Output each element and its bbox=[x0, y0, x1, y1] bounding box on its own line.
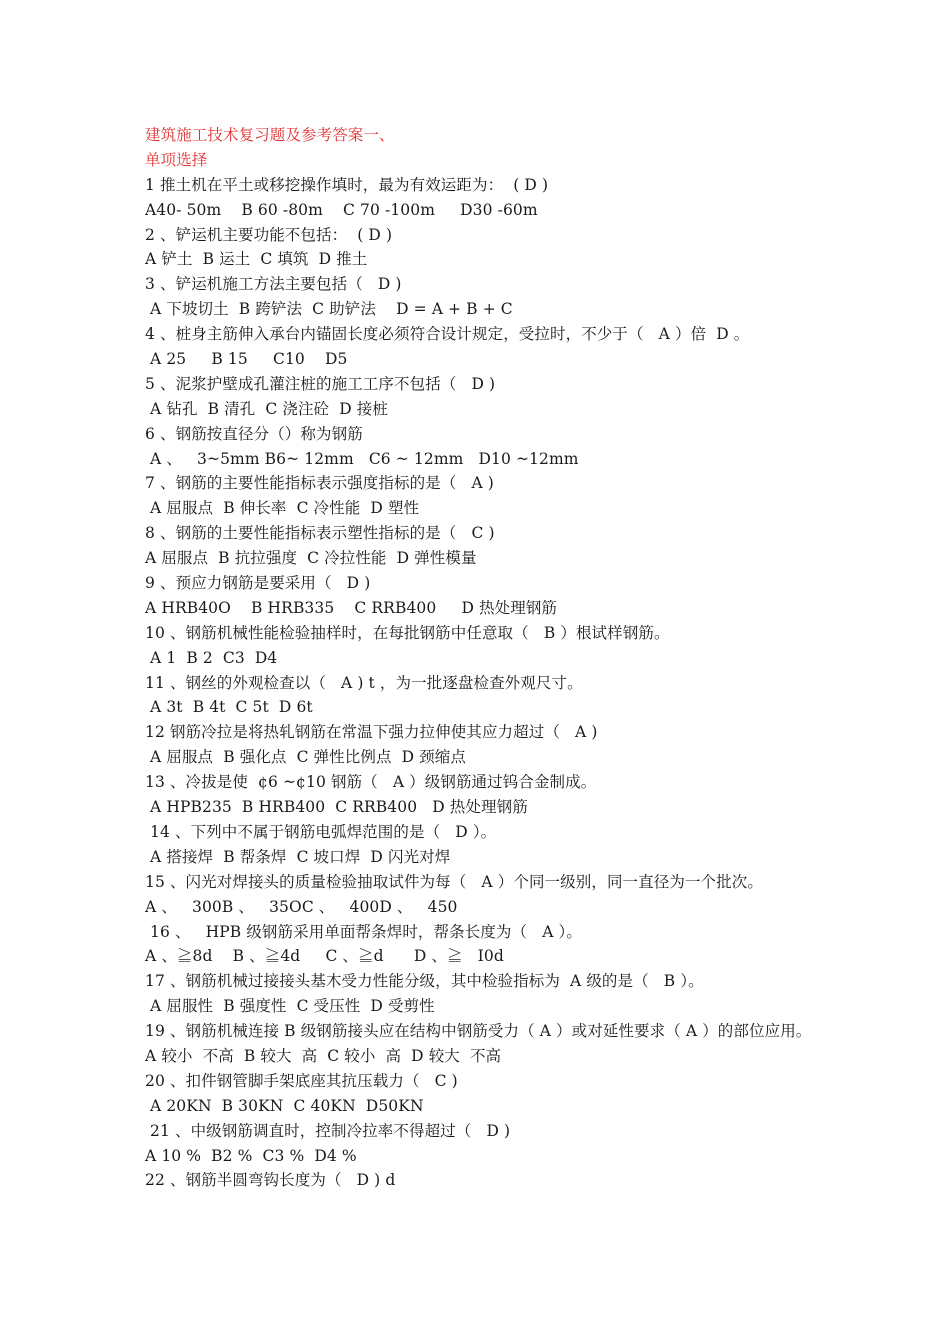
question-2: 2 、铲运机主要功能不包括： ( D ) bbox=[145, 225, 393, 244]
options-13: A HPB235 B HRB400 C RRB400 D 热处理钢筋 bbox=[145, 798, 528, 817]
options-12: A 屈服点 B 强化点 C 弹性比例点 D 颈缩点 bbox=[145, 748, 466, 767]
section-heading: 单项选择 bbox=[145, 150, 208, 169]
question-9: 9 、预应力钢筋是要采用（ D ) bbox=[145, 574, 371, 593]
options-14: A 搭接焊 B 帮条焊 C 坡口焊 D 闪光对焊 bbox=[145, 847, 451, 866]
options-19: A 较小 不高 B 较大 高 C 较小 高 D 较大 不高 bbox=[145, 1046, 502, 1065]
question-16: 16 、 HPB 级钢筋采用单面帮条焊时，帮条长度为（ A ）。 bbox=[145, 922, 582, 941]
question-19: 19 、钢筋机械连接 B 级钢筋接头应在结构中钢筋受力（ A ）或对延性要求（ A ）的部位应用。 bbox=[145, 1022, 812, 1041]
question-3: 3 、铲运机施工方法主要包括（ D ) bbox=[145, 275, 402, 294]
document-body bbox=[145, 123, 825, 1193]
question-20: 20 、扣件钢管脚手架底座其抗压载力（ C ) bbox=[145, 1071, 458, 1090]
question-21: 21 、中级钢筋调直时，控制冷拉率不得超过（ D ) bbox=[145, 1121, 511, 1140]
question-14: 14 、下列中不属于钢筋电弧焊范围的是（ D ）。 bbox=[145, 822, 497, 841]
options-7: A 屈服点 B 伸长率 C 冷性能 D 塑性 bbox=[145, 499, 420, 518]
question-1: 1 推土机在平土或移挖操作填时，最为有效运距为： ( D ) bbox=[145, 175, 549, 194]
question-22: 22 、钢筋半圆弯钩长度为（ D ) d bbox=[145, 1171, 396, 1190]
options-5: A 钻孔 B 清孔 C 浇注砼 D 接桩 bbox=[145, 399, 388, 418]
options-15: A 、 300B 、 35OC 、 400D 、 450 bbox=[145, 897, 458, 916]
options-1: A40- 50m B 60 -80m C 70 -100m D30 -60m bbox=[145, 200, 538, 219]
options-3: A 下坡切土 B 跨铲法 C 助铲法 D = A + B + C bbox=[145, 300, 513, 319]
question-7: 7 、钢筋的主要性能指标表示强度指标的是（ A ) bbox=[145, 474, 494, 493]
question-10: 10 、钢筋机械性能检验抽样时，在每批钢筋中任意取（ B ）根试样钢筋。 bbox=[145, 623, 670, 642]
options-4: A 25 B 15 C10 D5 bbox=[145, 350, 348, 369]
question-11: 11 、钢丝的外观检查以（ A ) t ，为一批逐盘检查外观尺寸。 bbox=[145, 673, 583, 692]
options-17: A 屈服性 B 强度性 C 受压性 D 受剪性 bbox=[145, 997, 435, 1016]
options-21: A 10 % B2 % C3 % D4 % bbox=[145, 1146, 357, 1165]
question-15: 15 、闪光对焊接头的质量检验抽取试件为每（ A ）个同一级别，同一直径为一个批次。 bbox=[145, 872, 763, 891]
options-2: A 铲土 B 运土 C 填筑 D 推土 bbox=[145, 250, 368, 269]
question-13: 13 、冷拔是使 ¢6 ~¢10 钢筋（ A ）级钢筋通过钨合金制成。 bbox=[145, 773, 597, 792]
question-6: 6 、钢筋按直径分（）称为钢筋 bbox=[145, 424, 363, 443]
options-11: A 3t B 4t C 5t D 6t bbox=[145, 698, 313, 717]
question-4: 4 、桩身主筋伸入承台内锚固长度必须符合设计规定，受拉时，不少于（ A ）倍 D 。 bbox=[145, 325, 750, 344]
question-17: 17 、钢筋机械过接接头基木受力性能分级，其中检验指标为 A 级的是（ B ）。 bbox=[145, 972, 704, 991]
options-9: A HRB40O B HRB335 C RRB400 D 热处理钢筋 bbox=[145, 598, 558, 617]
options-20: A 20KN B 30KN C 40KN D50KN bbox=[145, 1096, 424, 1115]
options-10: A 1 B 2 C3 D4 bbox=[145, 648, 278, 667]
question-8: 8 、钢筋的土要性能指标表示塑性指标的是（ C ) bbox=[145, 524, 495, 543]
options-8: A 屈服点 B 抗拉强度 C 冷拉性能 D 弹性模量 bbox=[145, 549, 477, 568]
document-title: 建筑施工技术复习题及参考答案一、 bbox=[145, 126, 395, 144]
options-16: A 、≧8d B 、≧4d C 、≧d D 、≧ I0d bbox=[145, 947, 504, 966]
question-12: 12 钢筋冷拉是将热轧钢筋在常温下强力拉伸使其应力超过（ A ) bbox=[145, 723, 598, 742]
question-5: 5 、泥浆护壁成孔灌注桩的施工工序不包括（ D ) bbox=[145, 374, 496, 393]
options-6: A 、 3~5mm B6~ 12mm C6 ~ 12mm D10 ~12mm bbox=[145, 449, 579, 468]
